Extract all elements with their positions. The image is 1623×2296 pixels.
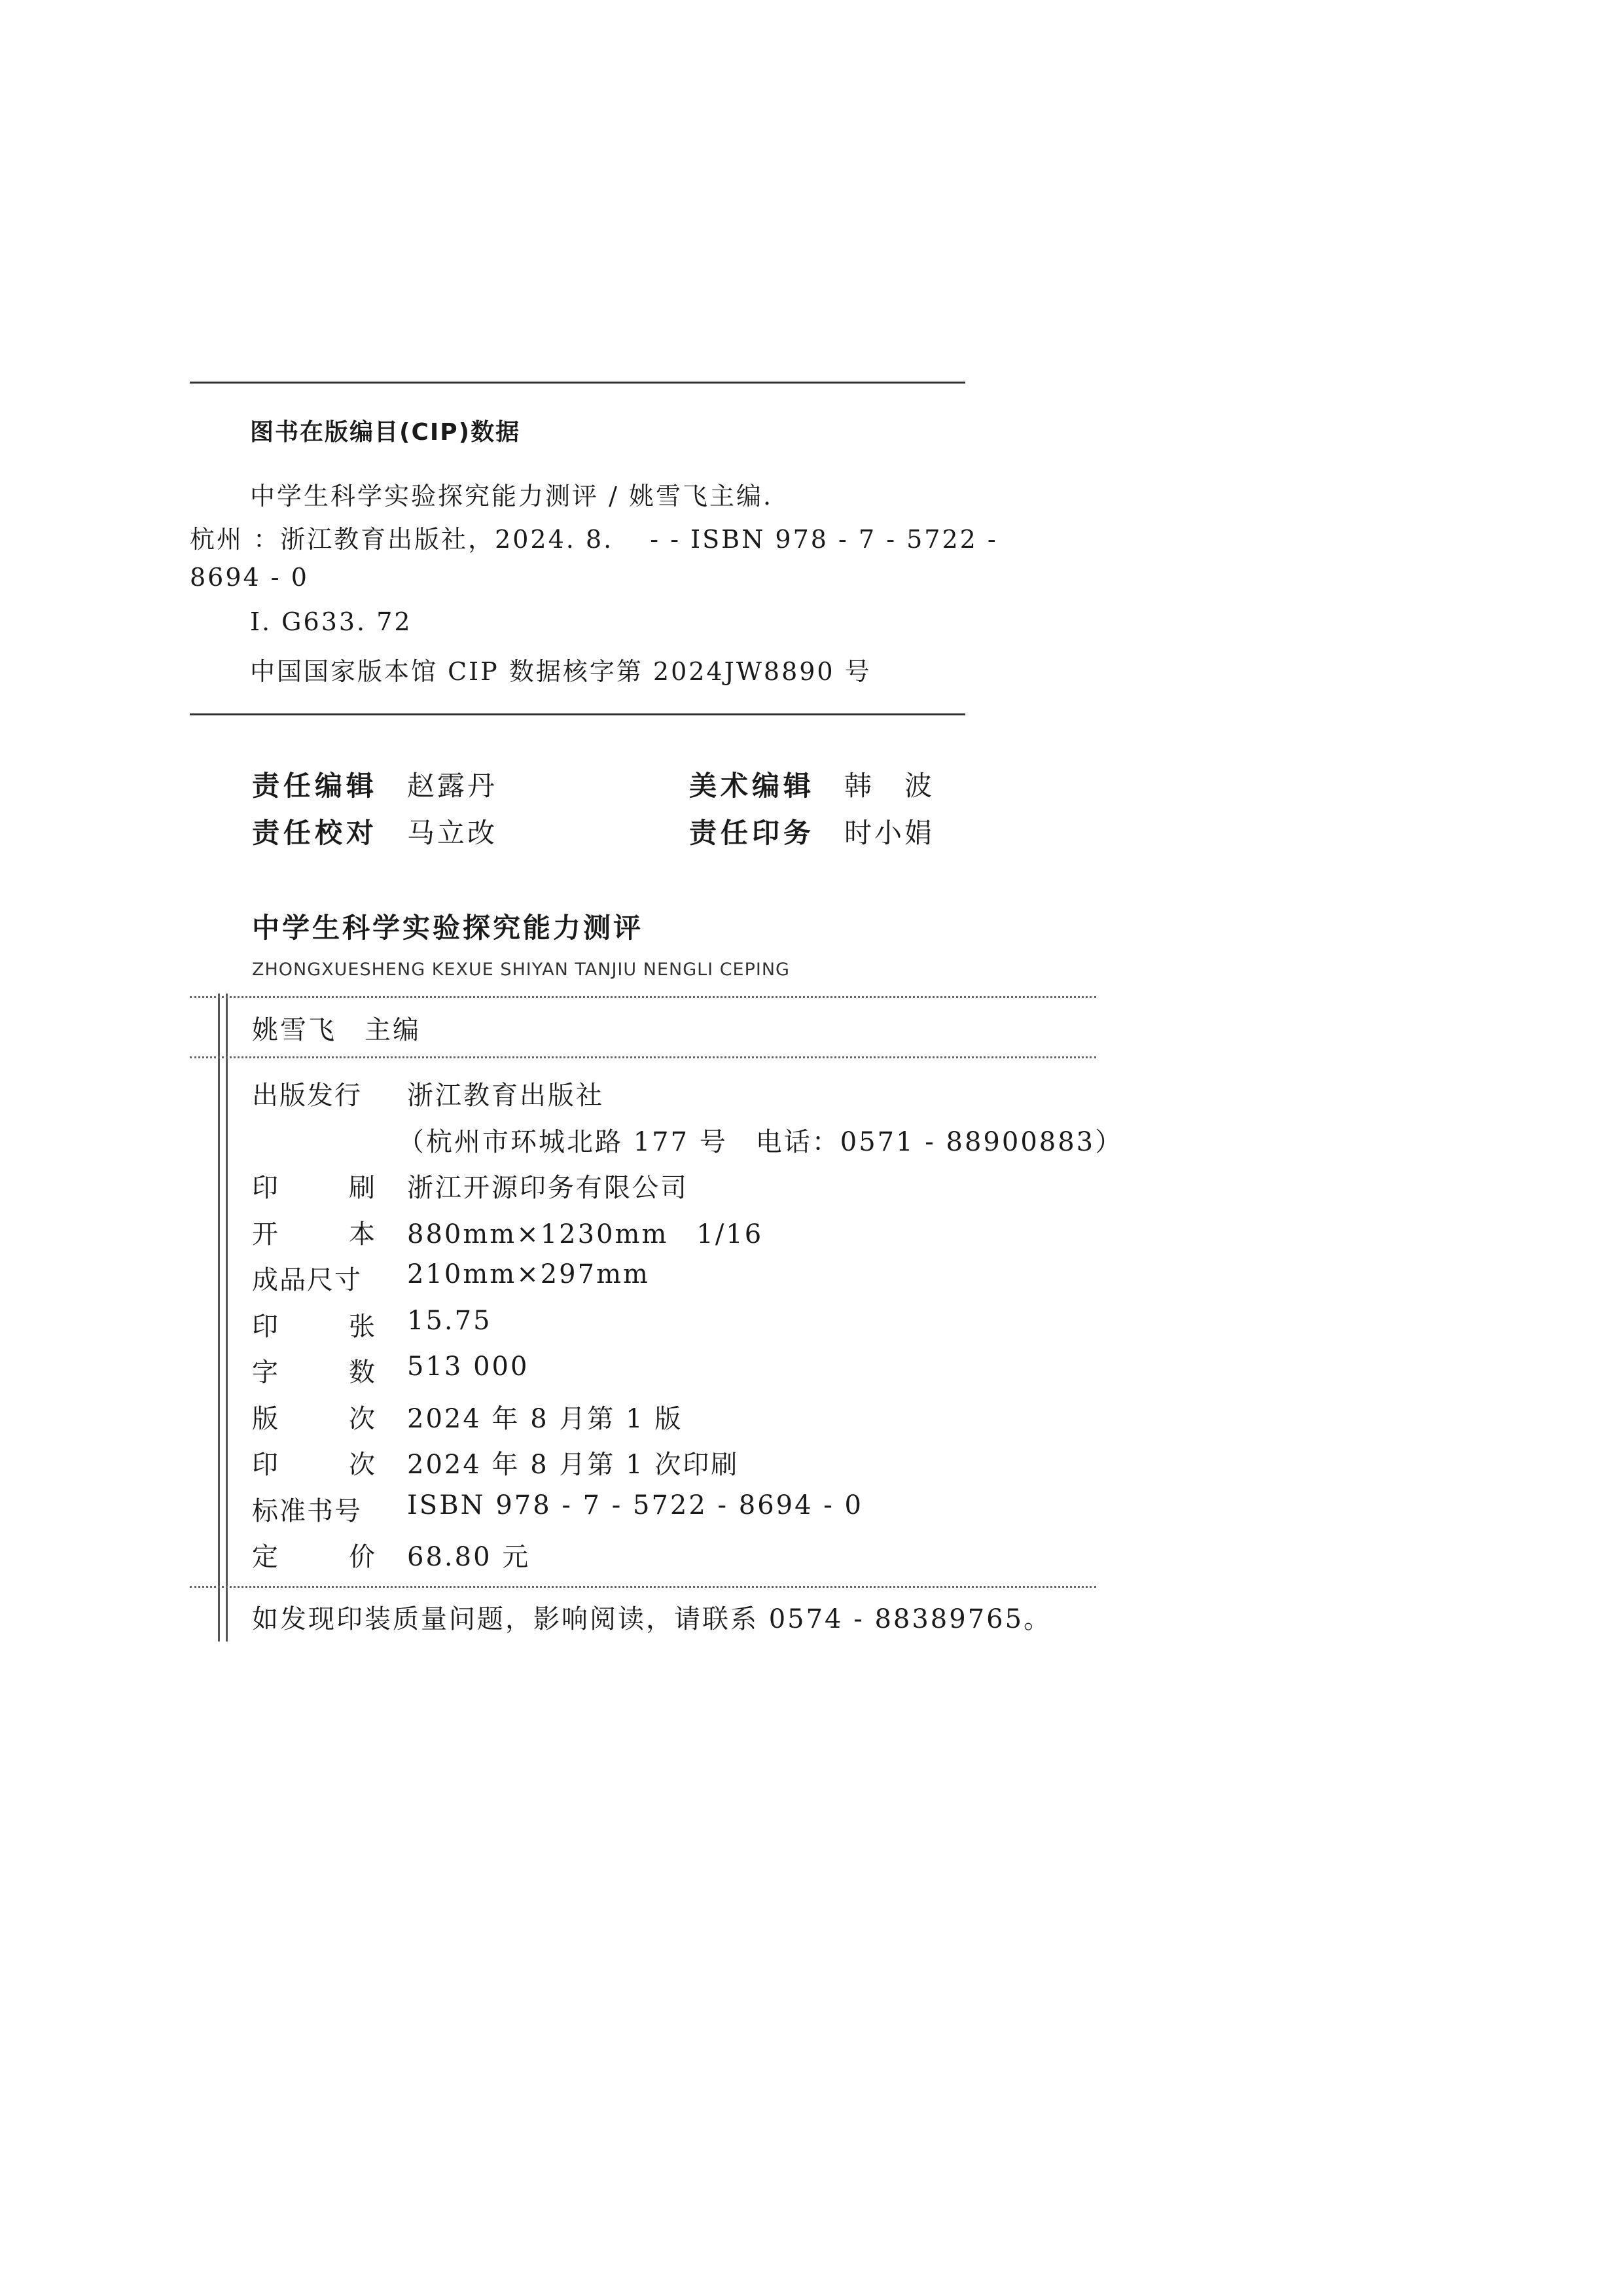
detail-label-char: 价 xyxy=(349,1542,376,1572)
editor-label: 责任编辑 xyxy=(252,770,378,802)
art-editor-name: 韩 波 xyxy=(844,770,935,802)
detail-label xyxy=(252,1444,376,1481)
detail-label-char: 数 xyxy=(349,1357,376,1388)
proofreader-label: 责任校对 xyxy=(252,817,378,849)
detail-label-char: 张 xyxy=(349,1312,376,1342)
detail-value: 513 000 xyxy=(407,1352,529,1382)
detail-value: 2024 年 8 月第 1 版 xyxy=(407,1404,683,1434)
art-editor-label: 美术编辑 xyxy=(689,770,815,802)
detail-value: 2024 年 8 月第 1 次印刷 xyxy=(407,1450,740,1480)
detail-label xyxy=(252,1167,376,1204)
detail-value: （杭州市环城北路 177 号 电话：0571 - 88900883） xyxy=(398,1127,1124,1157)
detail-label-char: 印 xyxy=(252,1450,279,1480)
detail-label-char: 刷 xyxy=(349,1173,376,1203)
detail-value: 15.75 xyxy=(407,1306,492,1336)
detail-value: ISBN 978 - 7 - 5722 - 8694 - 0 xyxy=(407,1490,863,1520)
cip-line-2: 杭州 ：浙江教育出版社，2024. 8. - - ISBN 978 - 7 - 5722 - xyxy=(190,525,998,554)
proofreader-name: 马立改 xyxy=(407,817,498,849)
detail-value: 210mm×297mm xyxy=(407,1259,650,1289)
detail-label: 成品尺寸 xyxy=(252,1265,362,1295)
detail-label xyxy=(252,1398,376,1435)
detail-label xyxy=(252,1306,376,1343)
cip-bottom-rule xyxy=(190,713,965,715)
detail-value: 浙江教育出版社 xyxy=(407,1081,604,1111)
detail-label-char: 字 xyxy=(252,1357,279,1388)
detail-label-char: 定 xyxy=(252,1542,279,1572)
cip-heading: 图书在版编目(CIP)数据 xyxy=(250,419,521,446)
cip-line-1: 中学生科学实验探究能力测评 / 姚雪飞主编. xyxy=(250,482,774,511)
cip-line-4: Ⅰ. G633. 72 xyxy=(250,607,412,636)
detail-label: 出版发行 xyxy=(252,1081,362,1111)
printing-manager-label: 责任印务 xyxy=(689,817,815,849)
author-top-dotted-rule xyxy=(190,996,1096,998)
detail-label-char: 印 xyxy=(252,1312,279,1342)
detail-label-char: 版 xyxy=(252,1404,279,1434)
detail-label-char: 印 xyxy=(252,1173,279,1203)
printing-manager-name: 时小娟 xyxy=(844,817,935,849)
detail-value: 68.80 元 xyxy=(407,1542,531,1572)
detail-label-char: 开 xyxy=(252,1219,279,1249)
details-bottom-dotted-rule xyxy=(190,1586,1096,1588)
quality-notice: 如发现印装质量问题，影响阅读，请联系 0574 - 88389765。 xyxy=(252,1604,1052,1634)
detail-label-char: 次 xyxy=(349,1404,376,1434)
left-double-rule-outer xyxy=(218,994,220,1641)
cip-top-rule xyxy=(190,382,965,384)
cip-line-3: 8694 - 0 xyxy=(190,563,309,592)
book-title-pinyin: ZHONGXUESHENG KEXUE SHIYAN TANJIU NENGLI CEPING xyxy=(252,960,790,980)
cip-line-5: 中国国家版本馆 CIP 数据核字第 2024JW8890 号 xyxy=(250,657,872,686)
left-double-rule-inner xyxy=(226,994,228,1641)
details-top-dotted-rule xyxy=(190,1056,1096,1058)
detail-label-char: 本 xyxy=(349,1219,376,1249)
author-line: 姚雪飞 主编 xyxy=(252,1015,421,1045)
detail-label-char: 次 xyxy=(349,1450,376,1480)
detail-label xyxy=(252,1352,376,1389)
detail-label xyxy=(252,1213,376,1251)
detail-label: 标准书号 xyxy=(252,1496,362,1526)
detail-label xyxy=(252,1536,376,1573)
detail-value: 浙江开源印务有限公司 xyxy=(407,1173,688,1203)
book-title: 中学生科学实验探究能力测评 xyxy=(252,912,644,944)
detail-value: 880mm×1230mm 1/16 xyxy=(407,1219,764,1249)
editor-name: 赵露丹 xyxy=(407,770,498,802)
